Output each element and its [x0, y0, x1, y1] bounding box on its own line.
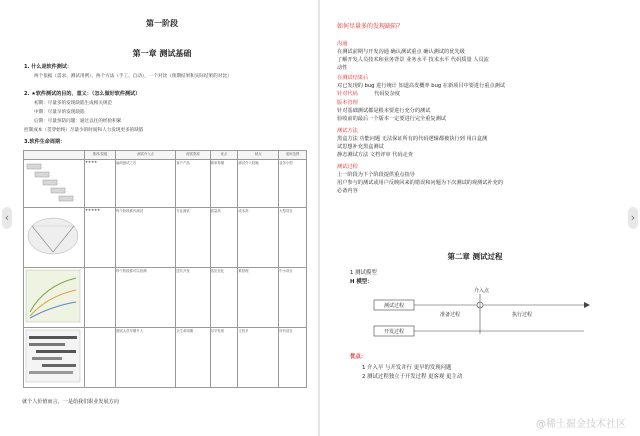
table-header: 推荐/星级 — [85, 151, 116, 160]
left-page — [14, 0, 310, 436]
spiral-model-image — [24, 268, 85, 328]
watermark: @稀土掘金技术社区 — [536, 419, 626, 430]
section-head: 在测试结果后 — [337, 75, 369, 81]
h-model-diagram — [362, 286, 602, 346]
section-line: 静态测试方法 文档评审 代码走查 — [337, 152, 413, 158]
table-header-row — [24, 151, 307, 160]
table-cell: 适应变化 — [210, 268, 238, 328]
table-cell: 文档多 — [238, 328, 279, 388]
model-title: 1 测试模型 — [350, 270, 377, 276]
table-row — [24, 268, 307, 328]
table-cell: ★★★★★ — [85, 208, 116, 268]
table-row — [24, 208, 307, 268]
table-cell: 每个阶段都有测试 — [115, 208, 175, 268]
section-1-text: 两个依据（需求、测试用例），两个方法（手工、自动），一个对比（预期结果和实际结果的对比） — [34, 74, 232, 79]
entry-point-label: 介入点 — [474, 288, 490, 294]
section-2-line: 后期：尽量预防问题：通过以往的经验积累 — [34, 119, 122, 124]
table-cell: 测试介入较晚 — [238, 160, 279, 208]
table-cell: 所有项目 — [279, 328, 307, 388]
table-header: 缺点 — [238, 151, 279, 160]
table-cell: 质量高 — [210, 208, 238, 268]
table-header: 测试资源 — [176, 151, 210, 160]
table-header: 适用范围 — [279, 151, 307, 160]
section-2-title: 2. ★软件测试的目的、意义：（怎么做好软件测试） — [24, 91, 141, 97]
section-head: 沟通 — [337, 41, 348, 47]
h-model-title: H 模型： — [350, 279, 373, 285]
section-line: 黑盒方法 功能问题 无法保证所有的代码逻辑都被执行到 用白盒测 — [337, 136, 488, 142]
table-cell: 尽早发现 — [210, 328, 238, 388]
v-model-image — [24, 208, 85, 268]
page-title: 如何尽量多的发现缺陷？ — [337, 23, 404, 30]
section-line: 在测试前期与开发沟通 确认测试重点 确认测试的优先级 — [337, 49, 465, 55]
section-line: 用户参与的测试或用户反映回来的错误和问题为下次测试的观测试补充的 — [337, 180, 504, 186]
table-header: 测试介入点 — [115, 151, 175, 160]
table-cell — [85, 268, 116, 328]
arrow-head — [584, 302, 590, 308]
table-cell: ★★★★ — [85, 160, 116, 208]
table-cell: 业务小型 — [279, 160, 307, 208]
page-gutter — [318, 0, 320, 436]
table-header: 优点 — [210, 151, 238, 160]
section-line: 试思想补充黑盒测试 — [337, 144, 384, 150]
section-line: 对已发现的 bug 进行统计 知道高发概率 bug 在新项目中要进行重点测试 — [337, 83, 506, 89]
next-page-button[interactable]: › — [628, 207, 638, 229]
section-head: 针对代码 — [337, 91, 358, 97]
chapter-heading: 第一章 测试基础 — [132, 48, 192, 58]
table-cell: 专业测试 — [176, 208, 210, 268]
section-line: 针对基础测试都是根本要进行充分的测试 — [337, 108, 431, 114]
phase-heading: 第一阶段 — [146, 18, 178, 28]
advantages-title: 优点： — [350, 354, 367, 360]
table-cell: 每个阶段都可以回溯 — [115, 268, 175, 328]
section-head: 测试方法 — [337, 128, 358, 134]
section-line: 代码复杂度 — [374, 91, 400, 97]
section-line: 了解开发人员技术和业务背景 业务水平 技术水平 代码质量 人员流 — [337, 57, 489, 63]
table-cell: 客户产品 — [176, 160, 210, 208]
section-line: 动性 — [337, 65, 348, 71]
table-header — [24, 151, 85, 160]
test-process-label: 测试过程 — [383, 303, 405, 309]
chapter-2-heading: 第二章 测试过程 — [447, 252, 503, 261]
section-2-line: 中期：尽量早的发现缺陷 — [34, 110, 85, 115]
advantage-item: 2 测试过程独立于开发过程 更客观 更主动 — [362, 374, 463, 380]
table-cell: 成本高 — [238, 208, 279, 268]
table-cell: 简单易懂 — [210, 160, 238, 208]
table-cell: 中小项目 — [279, 268, 307, 328]
waterfall-model-image — [24, 160, 85, 208]
section-1-title: 1. 什么是软件测试： — [24, 64, 73, 70]
table-cell: 测试人员早期介入 — [115, 328, 175, 388]
exec-process-label: 执行过程 — [512, 312, 533, 318]
bottom-note: 就个人价值而言，一是给我们职业发展方向 — [22, 399, 119, 405]
lifecycle-table — [23, 150, 307, 388]
table-cell: 难管理 — [238, 268, 279, 328]
section-line: 必备内容 — [337, 188, 358, 194]
rup-model-image — [24, 328, 85, 388]
section-head: 版本管理 — [337, 100, 358, 106]
table-cell: 全生命周期 — [176, 328, 210, 388]
advantage-item: 1 介入早 与开发并行 更早的发现问题 — [362, 365, 452, 371]
section-line: 上一阶段为下个阶段提供重点指导 — [337, 172, 415, 178]
table-row — [24, 160, 307, 208]
prev-page-button[interactable]: ‹ — [2, 207, 12, 229]
section-2-line: 控制成本（贯穿始终）尽量少的时间和人力发现更多的缺陷 — [24, 128, 144, 133]
table-cell: 大型项目 — [279, 208, 307, 268]
section-2-line: 初期：尽量多的发现缺陷生成相关规范 — [34, 101, 113, 106]
table-row — [24, 328, 307, 388]
dev-process-label: 开发过程 — [383, 329, 405, 335]
section-3-title: 3.软件生命周期： — [24, 139, 66, 145]
table-cell — [85, 328, 116, 388]
section-line: 验收前的最后一个版本一定要进行完全重复测试 — [337, 116, 446, 122]
table-cell: 迭代开发 — [176, 268, 210, 328]
right-page — [332, 0, 618, 436]
table-cell: 编码测试之后 — [115, 160, 175, 208]
ready-process-label: 准备过程 — [440, 312, 461, 318]
section-head: 测试过程 — [337, 164, 358, 170]
